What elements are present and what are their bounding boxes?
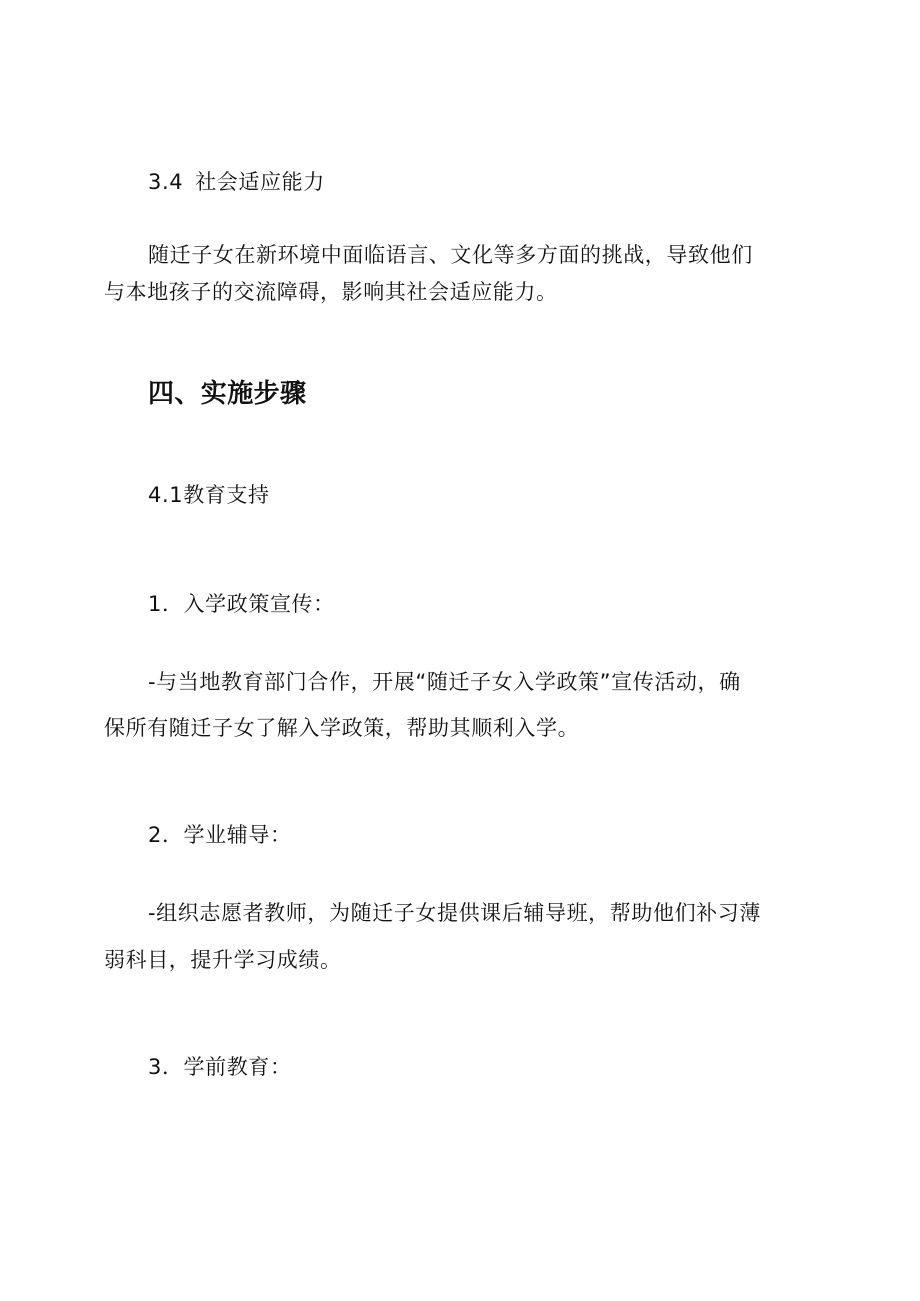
chapter-heading: 四、实施步骤 xyxy=(148,379,307,409)
list-item-label: 3．学前教育： xyxy=(148,1055,292,1079)
section-title: 社会适应能力 xyxy=(195,170,325,194)
list-item-text: 弱科目，提升学习成绩。 xyxy=(104,948,342,972)
list-item-text: 保所有随迁子女了解入学政策，帮助其顺利入学。 xyxy=(104,716,580,740)
section-heading-4-1: 4.1教育支持 xyxy=(148,483,270,507)
list-item-label: 2．学业辅导： xyxy=(148,823,292,847)
section-number: 3.4 xyxy=(148,170,184,194)
list-item-text: -组织志愿者教师，为随迁子女提供课后辅导班，帮助他们补习薄 xyxy=(148,901,761,925)
list-item-label: 1．入学政策宣传： xyxy=(148,592,335,616)
section-heading-3-4 xyxy=(148,172,325,193)
paragraph-line: 与本地孩子的交流障碍，影响其社会适应能力。 xyxy=(104,280,558,304)
list-item-text: -与当地教育部门合作，开展“随迁子女入学政策”宣传活动，确 xyxy=(148,670,741,694)
paragraph-line: 随迁子女在新环境中面临语言、文化等多方面的挑战，导致他们 xyxy=(148,243,753,267)
